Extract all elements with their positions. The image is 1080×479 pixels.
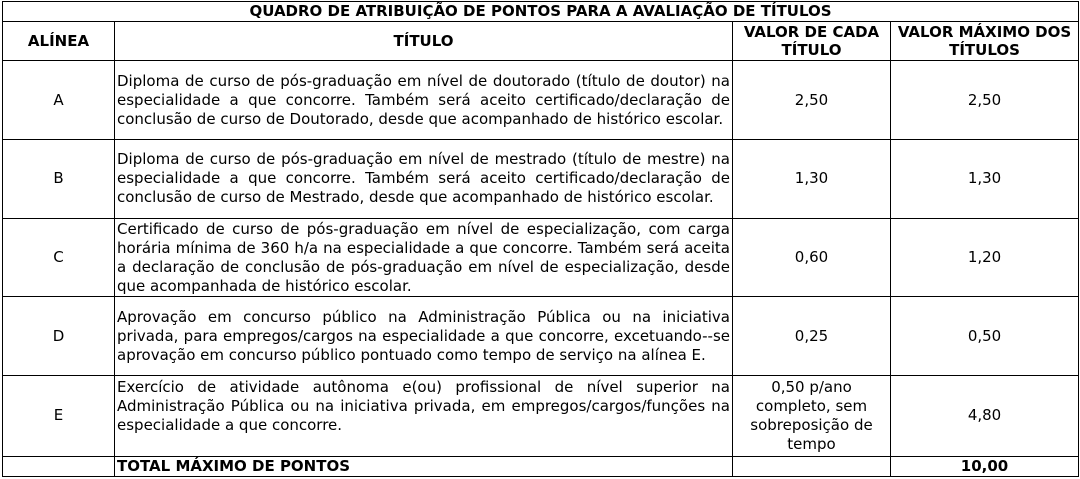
header-row	[3, 22, 1079, 61]
table-row	[3, 376, 1079, 457]
table-title: QUADRO DE ATRIBUIÇÃO DE PONTOS PARA A AVALIAÇÃO DE TÍTULOS	[3, 2, 1079, 22]
row-valor: 0,50 p/ano completo, sem sobreposição de tempo	[733, 376, 891, 457]
total-empty-cell	[3, 456, 115, 476]
row-titulo: Diploma de curso de pós-graduação em nível de doutorado (título de doutor) na especialidade a que concorre. Também será aceito certificado/declaração de conclusão de curso de Doutorado, desde que acompanhado de histórico escolar.	[115, 61, 733, 140]
points-table	[2, 1, 1079, 477]
row-maximo: 1,30	[891, 140, 1079, 219]
row-valor: 0,60	[733, 218, 891, 297]
row-titulo: Diploma de curso de pós-graduação em nível de mestrado (título de mestre) na especialidade a que concorre. Também será aceito certificado/declaração de conclusão de curso de Mestrado, desde que acompanhado de histórico escolar.	[115, 140, 733, 219]
row-valor: 0,25	[733, 297, 891, 376]
table-row	[3, 218, 1079, 297]
row-titulo: Certificado de curso de pós-graduação em nível de especialização, com carga horária mínima de 360 h/a na especialidade a que concorre. Também será aceita a declaração de conclusão de pós-graduação em nível de especialização, desde que acompanhada de histórico escolar.	[115, 218, 733, 297]
row-alinea: B	[3, 140, 115, 219]
row-maximo: 2,50	[891, 61, 1079, 140]
row-maximo: 1,20	[891, 218, 1079, 297]
row-alinea: E	[3, 376, 115, 457]
header-titulo: TÍTULO	[115, 22, 733, 61]
total-label: TOTAL MÁXIMO DE PONTOS	[115, 456, 733, 476]
total-row	[3, 456, 1079, 476]
row-alinea: A	[3, 61, 115, 140]
row-valor: 1,30	[733, 140, 891, 219]
row-titulo: Exercício de atividade autônoma e(ou) profissional de nível superior na Administração Pública ou na iniciativa privada, em empregos/cargos/funções na especialidade a que concorre.	[115, 376, 733, 457]
row-maximo: 0,50	[891, 297, 1079, 376]
header-valor-cada: VALOR DE CADA TÍTULO	[733, 22, 891, 61]
row-alinea: C	[3, 218, 115, 297]
row-valor: 2,50	[733, 61, 891, 140]
row-alinea: D	[3, 297, 115, 376]
header-alinea: ALÍNEA	[3, 22, 115, 61]
table-title-row	[3, 2, 1079, 22]
header-valor-maximo: VALOR MÁXIMO DOS TÍTULOS	[891, 22, 1079, 61]
total-empty-cell	[733, 456, 891, 476]
table-row	[3, 140, 1079, 219]
table-row	[3, 297, 1079, 376]
row-titulo: Aprovação em concurso público na Administração Pública ou na iniciativa privada, para empregos/cargos na especialidade a que concorre, excetuando--se aprovação em concurso público pontuado como tempo de serviço na alínea E.	[115, 297, 733, 376]
table-row	[3, 61, 1079, 140]
row-maximo: 4,80	[891, 376, 1079, 457]
total-value: 10,00	[891, 456, 1079, 476]
